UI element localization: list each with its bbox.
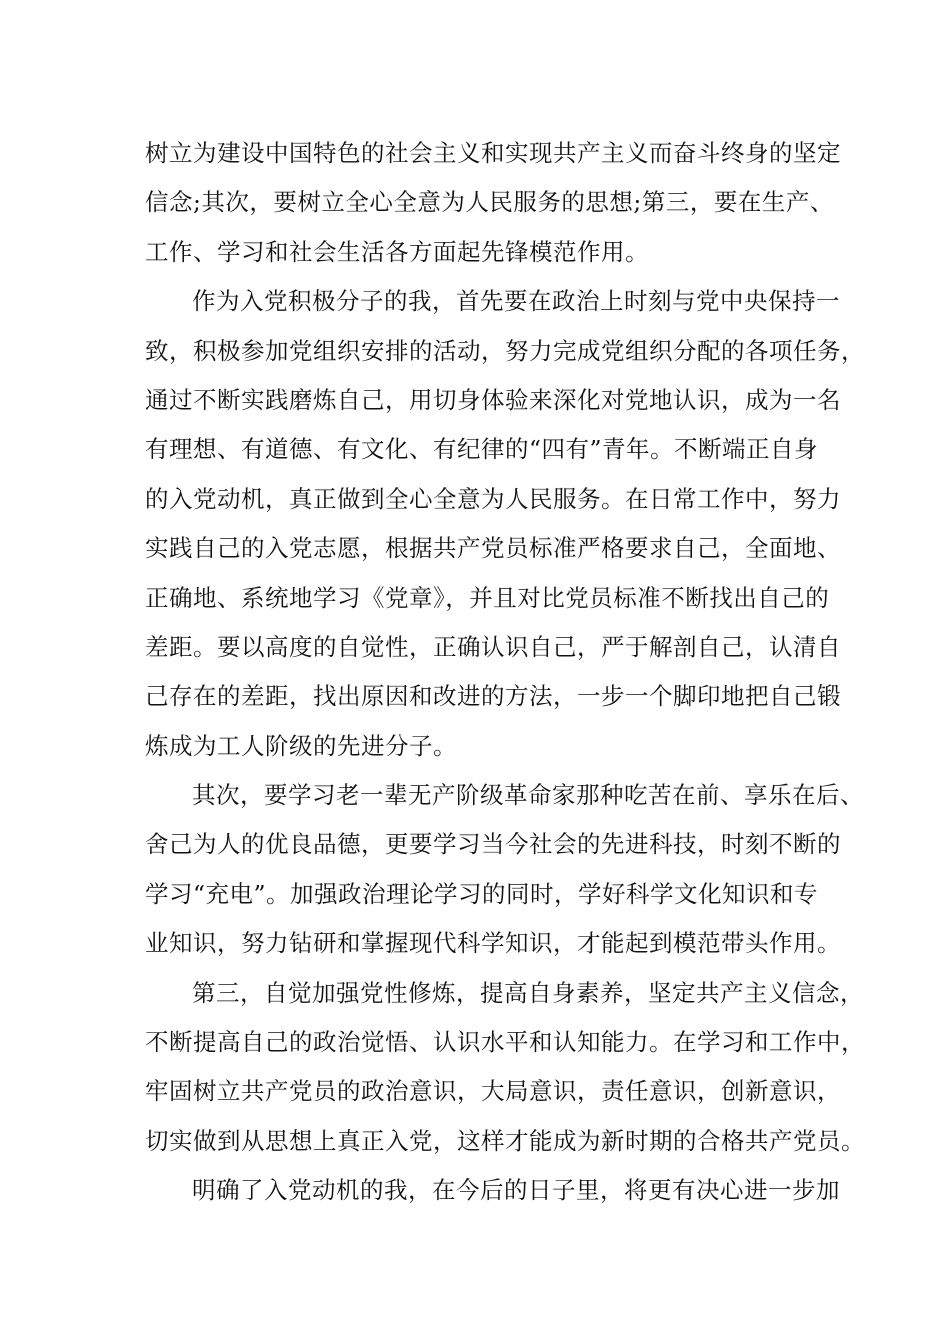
text-line: 舍己为人的优良品德，更要学习当今社会的先进科技，时刻不断的 bbox=[145, 830, 841, 859]
text-line: 差距。要以高度的自觉性，正确认识自己，严于解剖自己，认清自 bbox=[145, 632, 841, 661]
text-line: 不断提高自己的政治觉悟、认识水平和认知能力。在学习和工作中， bbox=[145, 1028, 865, 1057]
text-line: 信念;其次，要树立全心全意为人民服务的思想;第三，要在生产、 bbox=[145, 188, 834, 217]
paragraph-first-line: 第三，自觉加强党性修炼，提高自身素养，坚定共产主义信念， bbox=[192, 978, 864, 1007]
text-line: 致，积极参加党组织安排的活动，努力完成党组织分配的各项任务， bbox=[145, 336, 865, 365]
document-body bbox=[145, 129, 865, 1216]
text-line: 正确地、系统地学习《党章》，并且对比党员标准不断找出自己的 bbox=[145, 583, 830, 612]
text-line: 业知识，努力钻研和掌握现代科学知识，才能起到模范带头作用。 bbox=[145, 929, 841, 958]
paragraph-first-line: 明确了入党动机的我，在今后的日子里，将更有决心进一步加 bbox=[192, 1176, 840, 1205]
text-line: 牢固树立共产党员的政治意识，大局意识，责任意识，创新意识， bbox=[145, 1077, 841, 1106]
text-line: 实践自己的入党志愿，根据共产党员标准严格要求自己，全面地、 bbox=[145, 534, 841, 563]
text-line: 工作、学习和社会生活各方面起先锋模范作用。 bbox=[145, 237, 649, 266]
text-line: 的入党动机，真正做到全心全意为人民服务。在日常工作中，努力 bbox=[145, 484, 841, 513]
paragraph-first-line: 其次，要学习老一辈无产阶级革命家那种吃苦在前、享乐在后、 bbox=[192, 781, 864, 810]
text-line: 通过不断实践磨炼自己，用切身体验来深化对党地认识，成为一名 bbox=[145, 385, 841, 414]
text-line: 有理想、有道德、有文化、有纪律的“四有”青年。不断端正自身 bbox=[145, 435, 819, 464]
text-line: 炼成为工人阶级的先进分子。 bbox=[145, 731, 457, 760]
text-line: 树立为建设中国特色的社会主义和实现共产主义而奋斗终身的坚定 bbox=[145, 139, 841, 167]
text-line: 学习“充电”。加强政治理论学习的同时，学好科学文化知识和专 bbox=[145, 879, 819, 908]
text-line: 己存在的差距，找出原因和改进的方法，一步一个脚印地把自己锻 bbox=[145, 682, 841, 711]
paragraph-first-line: 作为入党积极分子的我，首先要在政治上时刻与党中央保持一 bbox=[192, 287, 840, 316]
text-line: 切实做到从思想上真正入党，这样才能成为新时期的合格共产党员。 bbox=[145, 1126, 865, 1155]
